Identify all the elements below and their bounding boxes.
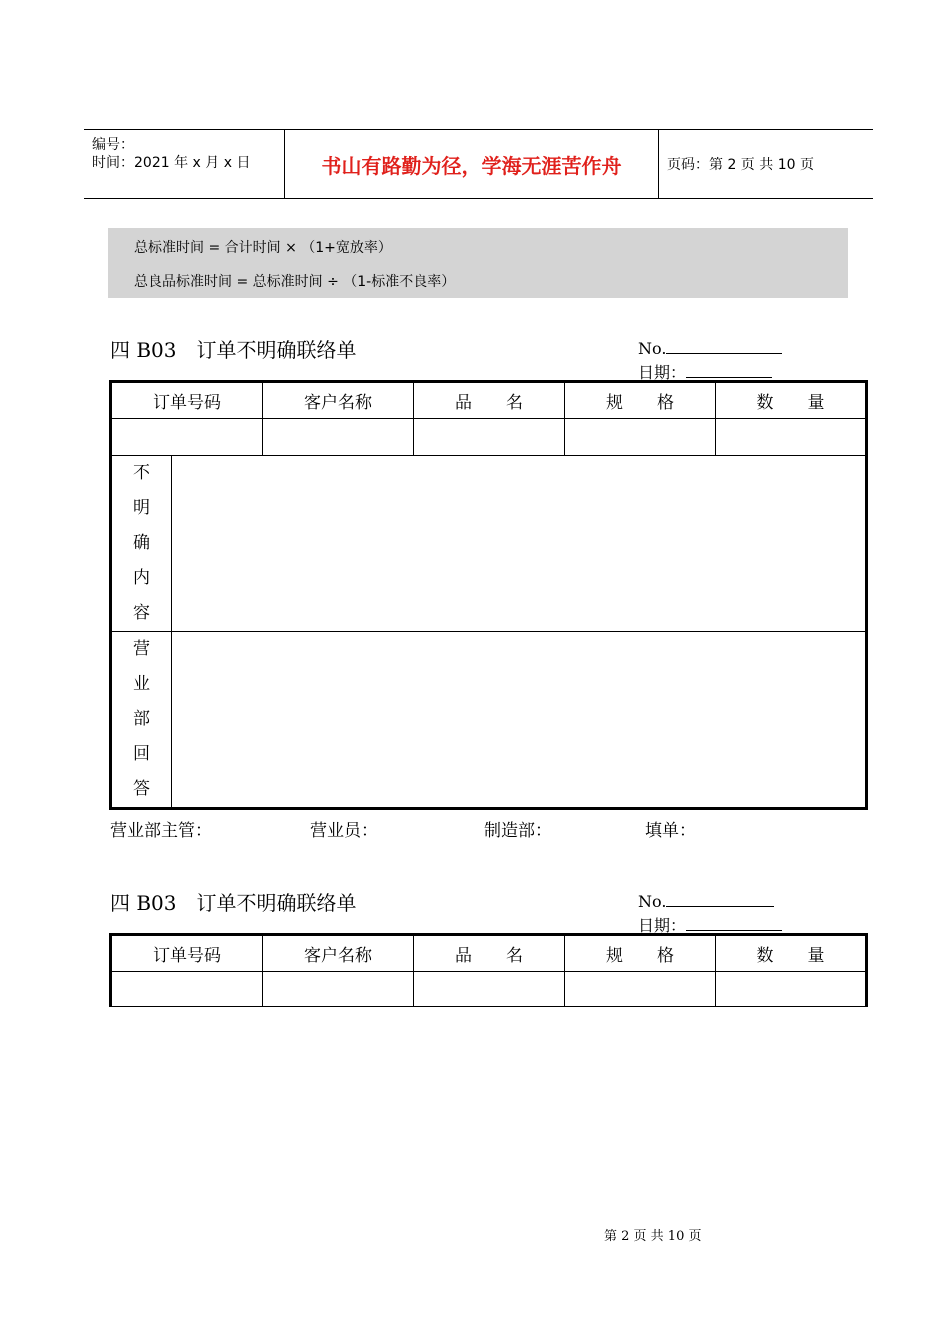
vertical-char: 答 [133,779,150,799]
form1-quantity-field[interactable] [716,419,867,456]
vertical-char: 不 [133,463,150,483]
vertical-char: 营 [133,639,150,659]
signature-salesperson: 营业员： [310,821,378,841]
vertical-char: 明 [133,498,150,518]
form1-no-label: No. [638,339,667,358]
form2-col-header: 客户名称 [263,935,414,972]
vertical-char: 业 [133,674,150,694]
vertical-char: 容 [133,603,150,623]
form2-order-number-field[interactable] [111,972,263,1007]
formula-box [108,228,848,298]
form1-reply-section [111,632,867,809]
vertical-char: 回 [133,744,150,764]
form2-entry-row [111,972,867,1007]
form2-date-label: 日期： [638,916,687,935]
form1-unclear-section [111,456,867,632]
formula-line-2: 总良品标准时间 = 总标准时间 ÷ （1-标准不良率） [134,274,456,290]
header-page-cell [659,130,873,198]
form1-no [638,339,782,358]
formula-line-1: 总标准时间 = 合计时间 × （1+宽放率） [134,240,392,256]
header-motto-cell [284,130,659,198]
vertical-char: 部 [133,709,150,729]
form1-product-name-field[interactable] [414,419,565,456]
form1-col-header: 规 格 [565,382,716,419]
form1-header-row [111,382,867,419]
form2-date-line [686,916,782,931]
vertical-char: 确 [133,533,150,553]
page-footer: 第 2 页 共 10 页 [604,1229,702,1244]
form2-header-row [111,935,867,972]
form2-col-header: 订单号码 [111,935,263,972]
form1-table [109,380,868,810]
serial-label: 编号： [92,137,134,153]
form1-reply-content-field[interactable] [172,632,867,809]
form1-spec-field[interactable] [565,419,716,456]
form2-spec-field[interactable] [565,972,716,1007]
form1-customer-name-field[interactable] [263,419,414,456]
form2-product-name-field[interactable] [414,972,565,1007]
form1-entry-row [111,419,867,456]
form1-col-header: 客户名称 [263,382,414,419]
form1-order-number-field[interactable] [111,419,263,456]
form2-col-header: 规 格 [565,935,716,972]
form2-title: 四 B03 订单不明确联络单 [110,891,357,915]
signature-manufacturing: 制造部： [484,821,552,841]
form1-unclear-label [111,456,172,632]
form1-col-header: 品 名 [414,382,565,419]
header-meta-cell [84,130,284,198]
form2-quantity-field[interactable] [716,972,867,1007]
motto-text: 书山有路勤为径，学海无涯苦作舟 [321,154,622,178]
form1-col-header: 订单号码 [111,382,263,419]
vertical-char: 内 [133,568,150,588]
form1-date-label: 日期： [638,363,687,382]
form2-col-header: 数 量 [716,935,867,972]
page-label: 页码：第 2 页 共 10 页 [667,157,814,173]
form1-date-line [686,363,772,378]
form1-col-header: 数 量 [716,382,867,419]
form1-title: 四 B03 订单不明确联络单 [110,338,357,362]
form2-no-line [666,892,774,907]
form1-no-line [666,339,782,354]
form2-no-label: No. [638,892,667,911]
signature-sales-manager: 营业部主管： [110,821,212,841]
signature-filler: 填单： [645,821,696,841]
form1-unclear-content-field[interactable] [172,456,867,632]
time-label: 时间：2021 年 x 月 x 日 [92,155,251,171]
form2-table [109,933,868,1007]
form2-customer-name-field[interactable] [263,972,414,1007]
form2-col-header: 品 名 [414,935,565,972]
document-header [84,129,873,199]
form1-reply-label [111,632,172,809]
form2-no [638,892,774,911]
